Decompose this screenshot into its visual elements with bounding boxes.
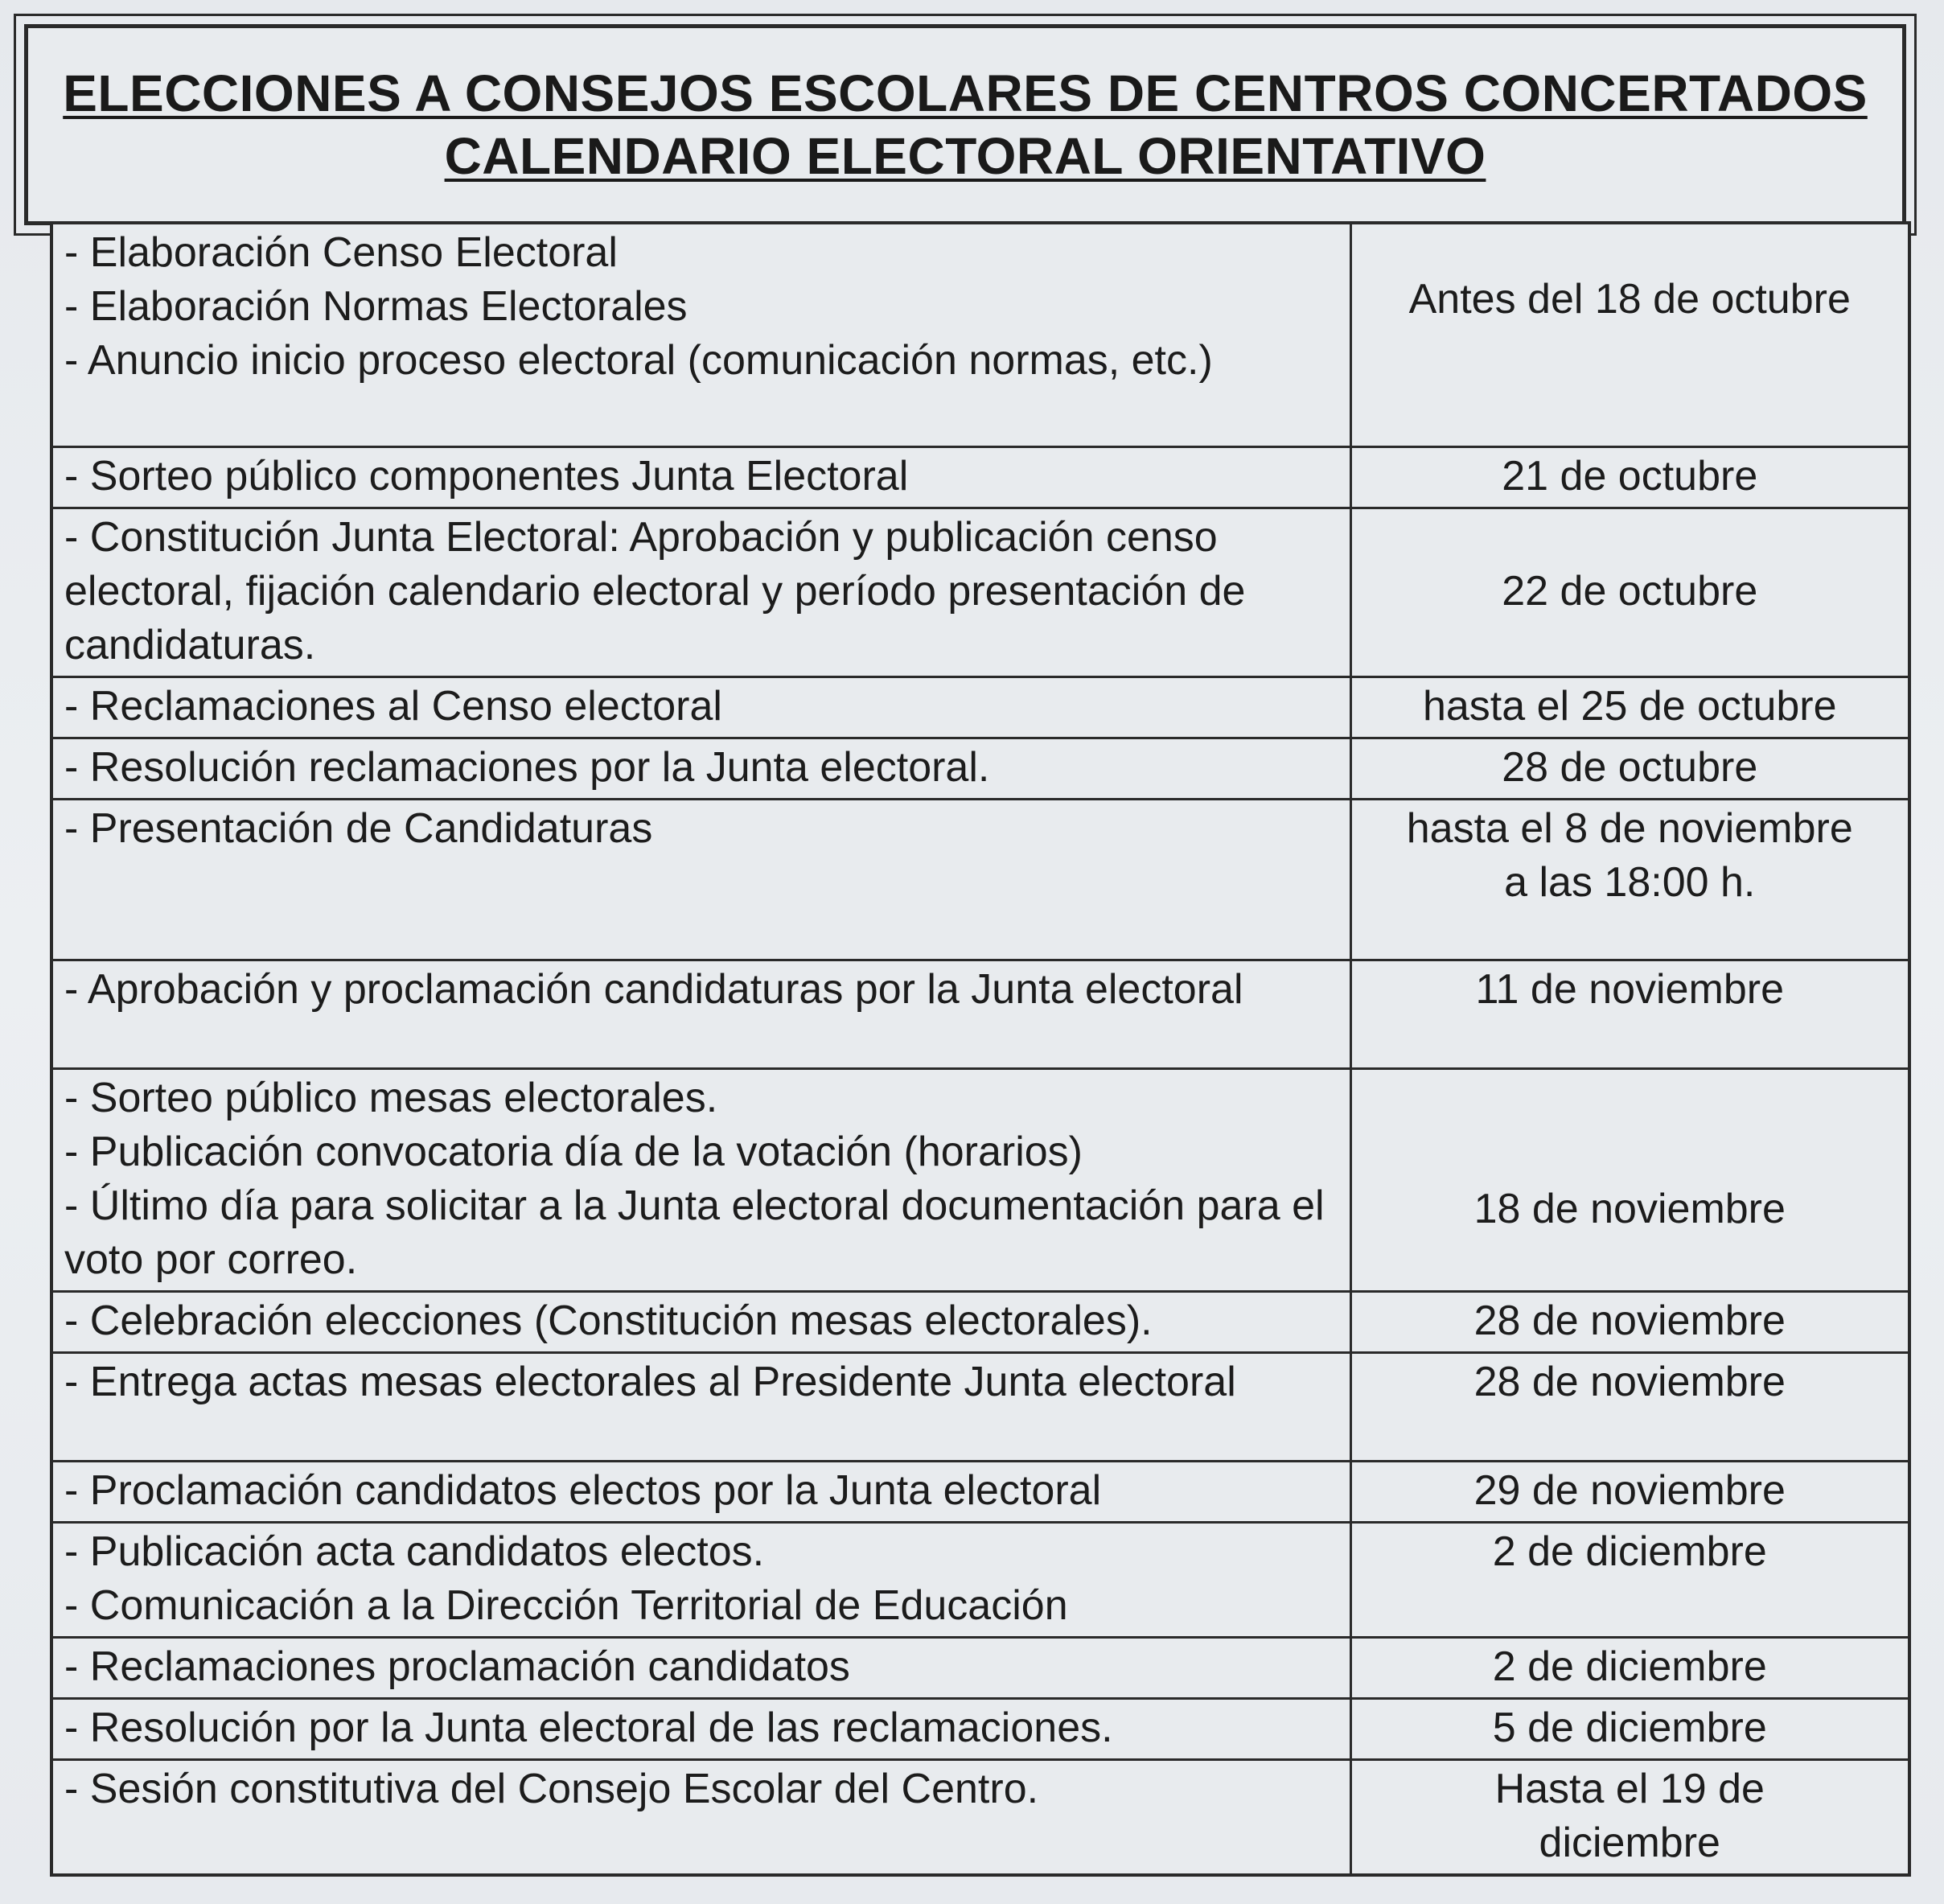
title-box (24, 24, 1906, 225)
activity-item: - Anuncio inicio proceso electoral (comunicación normas, etc.) (64, 337, 1213, 384)
table-row (51, 1291, 1909, 1352)
table-row (51, 799, 1909, 960)
table-row (51, 1461, 1909, 1522)
activity-item: - Sesión constitutiva del Consejo Escolar del Centro. (64, 1765, 1039, 1812)
activity-item: - Resolución por la Junta electoral de las reclamaciones. (64, 1704, 1113, 1751)
activity-item: - Celebración elecciones (Constitución mesas electorales). (64, 1297, 1153, 1344)
date-cell (1350, 446, 1909, 508)
activity-item: - Entrega actas mesas electorales al Presidente Junta electoral (64, 1358, 1236, 1405)
electoral-calendar-table (50, 221, 1911, 1877)
activity-item: - Reclamaciones al Censo electoral (64, 682, 722, 730)
date-text: 29 de noviembre (1473, 1466, 1786, 1514)
date-cell (1350, 223, 1909, 446)
date-cell (1350, 738, 1909, 799)
date-text: 18 de noviembre (1473, 1185, 1786, 1232)
table-row (51, 446, 1909, 508)
date-cell (1350, 1461, 1909, 1522)
date-text: 11 de noviembre (1475, 965, 1784, 1013)
date-text: hasta el 8 de noviembre a las 18:00 h. (1406, 804, 1853, 906)
table-row (51, 960, 1909, 1068)
table-row (51, 1522, 1909, 1637)
activity-cell (51, 1637, 1350, 1698)
activity-item: - Elaboración Normas Electorales (64, 283, 688, 330)
activity-item: - Elaboración Censo Electoral (64, 229, 618, 276)
date-cell (1350, 960, 1909, 1068)
activity-cell (51, 738, 1350, 799)
activity-item: - Reclamaciones proclamación candidatos (64, 1643, 850, 1690)
table-row (51, 223, 1909, 446)
activity-cell (51, 1522, 1350, 1637)
date-text: 2 de diciembre (1492, 1643, 1767, 1690)
activity-cell (51, 1068, 1350, 1291)
activity-cell (51, 1352, 1350, 1461)
activity-item: - Publicación convocatoria día de la votación (horarios) (64, 1128, 1083, 1175)
table-row (51, 676, 1909, 738)
date-text: 5 de diciembre (1492, 1704, 1767, 1751)
document-subtitle: CALENDARIO ELECTORAL ORIENTATIVO (444, 127, 1486, 185)
activity-item: - Presentación de Candidaturas (64, 804, 653, 852)
table-row (51, 508, 1909, 676)
activity-cell (51, 508, 1350, 676)
date-cell (1350, 1698, 1909, 1759)
date-cell (1350, 1352, 1909, 1461)
table-row (51, 1637, 1909, 1698)
date-cell (1350, 1068, 1909, 1291)
date-text: 21 de octubre (1502, 452, 1758, 500)
table-row (51, 1352, 1909, 1461)
date-text: 22 de octubre (1502, 567, 1758, 615)
activity-item: - Publicación acta candidatos electos. (64, 1528, 765, 1575)
activity-cell (51, 799, 1350, 960)
date-text: hasta el 25 de octubre (1422, 682, 1837, 730)
activity-cell (51, 446, 1350, 508)
activity-cell (51, 1291, 1350, 1352)
activity-cell (51, 223, 1350, 446)
activity-item: - Sorteo público componentes Junta Electoral (64, 452, 909, 500)
activity-cell (51, 1698, 1350, 1759)
activity-cell (51, 676, 1350, 738)
table-row (51, 1698, 1909, 1759)
activity-item: - Constitución Junta Electoral: Aprobación y publicación censo electoral, fijación calendario electoral y período presentación de candidaturas. (64, 513, 1257, 668)
activity-cell (51, 1759, 1350, 1875)
activity-item: - Proclamación candidatos electos por la Junta electoral (64, 1466, 1102, 1514)
activity-item: - Resolución reclamaciones por la Junta electoral. (64, 743, 990, 791)
date-text: Hasta el 19 de diciembre (1494, 1765, 1765, 1866)
date-cell (1350, 508, 1909, 676)
table-row (51, 1759, 1909, 1875)
date-cell (1350, 1759, 1909, 1875)
date-text: 28 de noviembre (1473, 1358, 1786, 1405)
date-cell (1350, 1637, 1909, 1698)
document-title: ELECCIONES A CONSEJOS ESCOLARES DE CENTROS CONCERTADOS (63, 64, 1868, 122)
date-text: 2 de diciembre (1492, 1528, 1767, 1575)
date-text: Antes del 18 de octubre (1408, 276, 1851, 323)
activity-item: - Aprobación y proclamación candidaturas por la Junta electoral (64, 965, 1243, 1013)
table-row (51, 738, 1909, 799)
date-cell (1350, 1291, 1909, 1352)
activity-cell (51, 1461, 1350, 1522)
date-text: 28 de noviembre (1473, 1297, 1786, 1344)
date-cell (1350, 1522, 1909, 1637)
date-text: 28 de octubre (1502, 743, 1758, 791)
activity-item: - Sorteo público mesas electorales. (64, 1074, 718, 1121)
activity-item: - Último día para solicitar a la Junta electoral documentación para el voto por correo. (64, 1182, 1337, 1283)
date-cell (1350, 799, 1909, 960)
date-cell (1350, 676, 1909, 738)
activity-item: - Comunicación a la Dirección Territorial de Educación (64, 1581, 1068, 1629)
activity-cell (51, 960, 1350, 1068)
table-row (51, 1068, 1909, 1291)
